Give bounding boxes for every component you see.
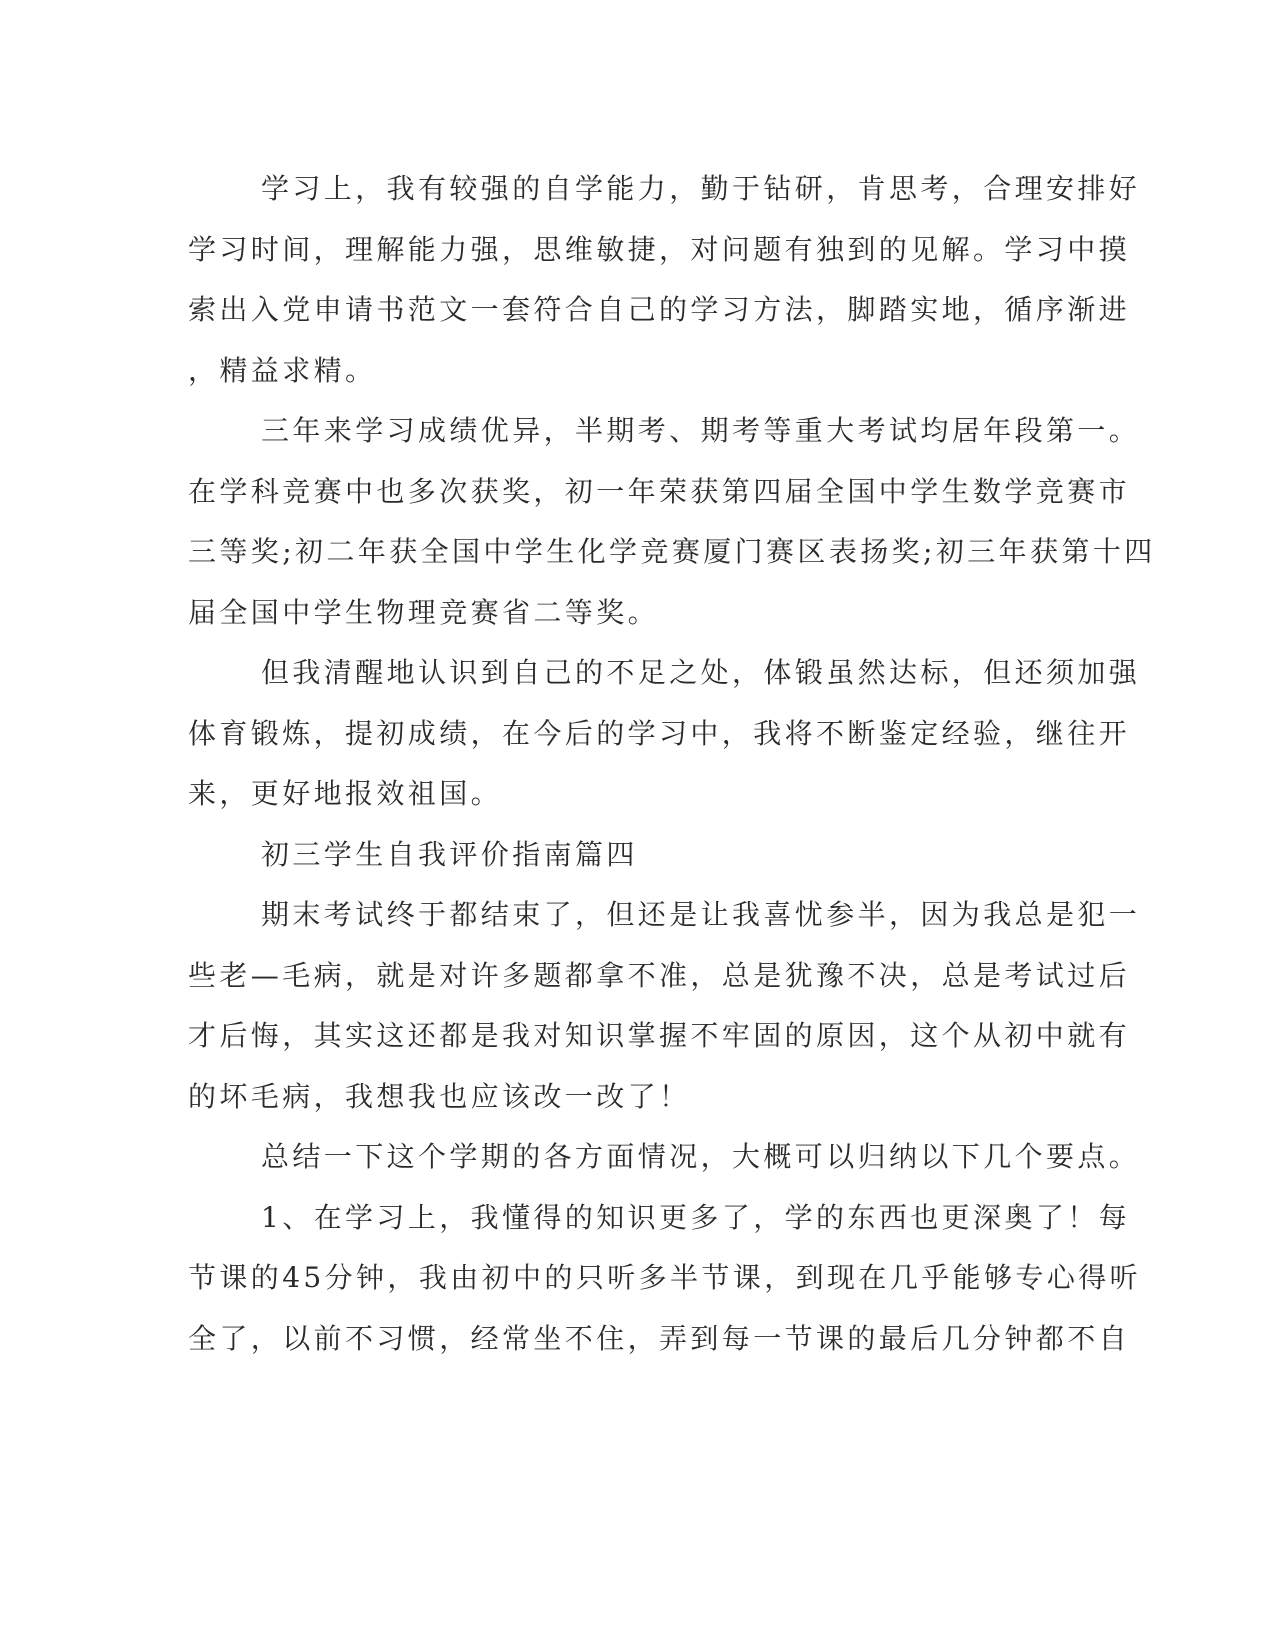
paragraph-line: 届全国中学生物理竞赛省二等奖。 bbox=[188, 595, 660, 629]
paragraph-line: 索出入党申请书范文一套符合自己的学习方法，脚踏实地，循序渐进 bbox=[188, 293, 1131, 326]
document-body bbox=[188, 159, 1156, 1369]
paragraph-line: 三年来学习成绩优异，半期考、期考等重大考试均居年段第一。 bbox=[261, 414, 1141, 447]
paragraph-line: 在学科竞赛中也多次获奖，初一年荣获第四届全国中学生数学竞赛市 bbox=[188, 474, 1131, 508]
paragraph-line: 才后悔，其实这还都是我对知识掌握不牢固的原因，这个从初中就有 bbox=[188, 1019, 1131, 1052]
paragraph-line: 1、在学习上，我懂得的知识更多了，学的东西也更深奥了！每 bbox=[261, 1200, 1131, 1234]
paragraph-line: 体育锻炼，提初成绩，在今后的学习中，我将不断鉴定经验，继往开 bbox=[188, 716, 1131, 750]
paragraph-line: 但我清醒地认识到自己的不足之处，体锻虽然达标，但还须加强 bbox=[261, 656, 1141, 689]
section-heading: 初三学生自我评价指南篇四 bbox=[261, 837, 638, 871]
paragraph-line: 来，更好地报效祖国。 bbox=[188, 777, 503, 810]
paragraph-line: 的坏毛病，我想我也应该改一改了！ bbox=[188, 1079, 691, 1113]
paragraph-line: 全了，以前不习惯，经常坐不住，弄到每一节课的最后几分钟都不自 bbox=[188, 1321, 1131, 1355]
paragraph-line: 期末考试终于都结束了，但还是让我喜忧参半，因为我总是犯一 bbox=[261, 898, 1141, 931]
paragraph-line: ，精益求精。 bbox=[188, 353, 377, 387]
paragraph-line: 总结一下这个学期的各方面情况，大概可以归纳以下几个要点。 bbox=[261, 1140, 1141, 1173]
paragraph-line: 学习时间，理解能力强，思维敏捷，对问题有独到的见解。学习中摸 bbox=[188, 232, 1131, 266]
paragraph-line: 节课的45分钟，我由初中的只听多半节课，到现在几乎能够专心得听 bbox=[188, 1261, 1142, 1294]
paragraph-line: 些老—毛病，就是对许多题都拿不准，总是犹豫不决，总是考试过后 bbox=[188, 958, 1131, 992]
paragraph-line: 三等奖;初二年获全国中学生化学竞赛厦门赛区表扬奖;初三年获第十四 bbox=[188, 535, 1156, 568]
paragraph-line: 学习上，我有较强的自学能力，勤于钻研，肯思考，合理安排好 bbox=[261, 172, 1141, 205]
